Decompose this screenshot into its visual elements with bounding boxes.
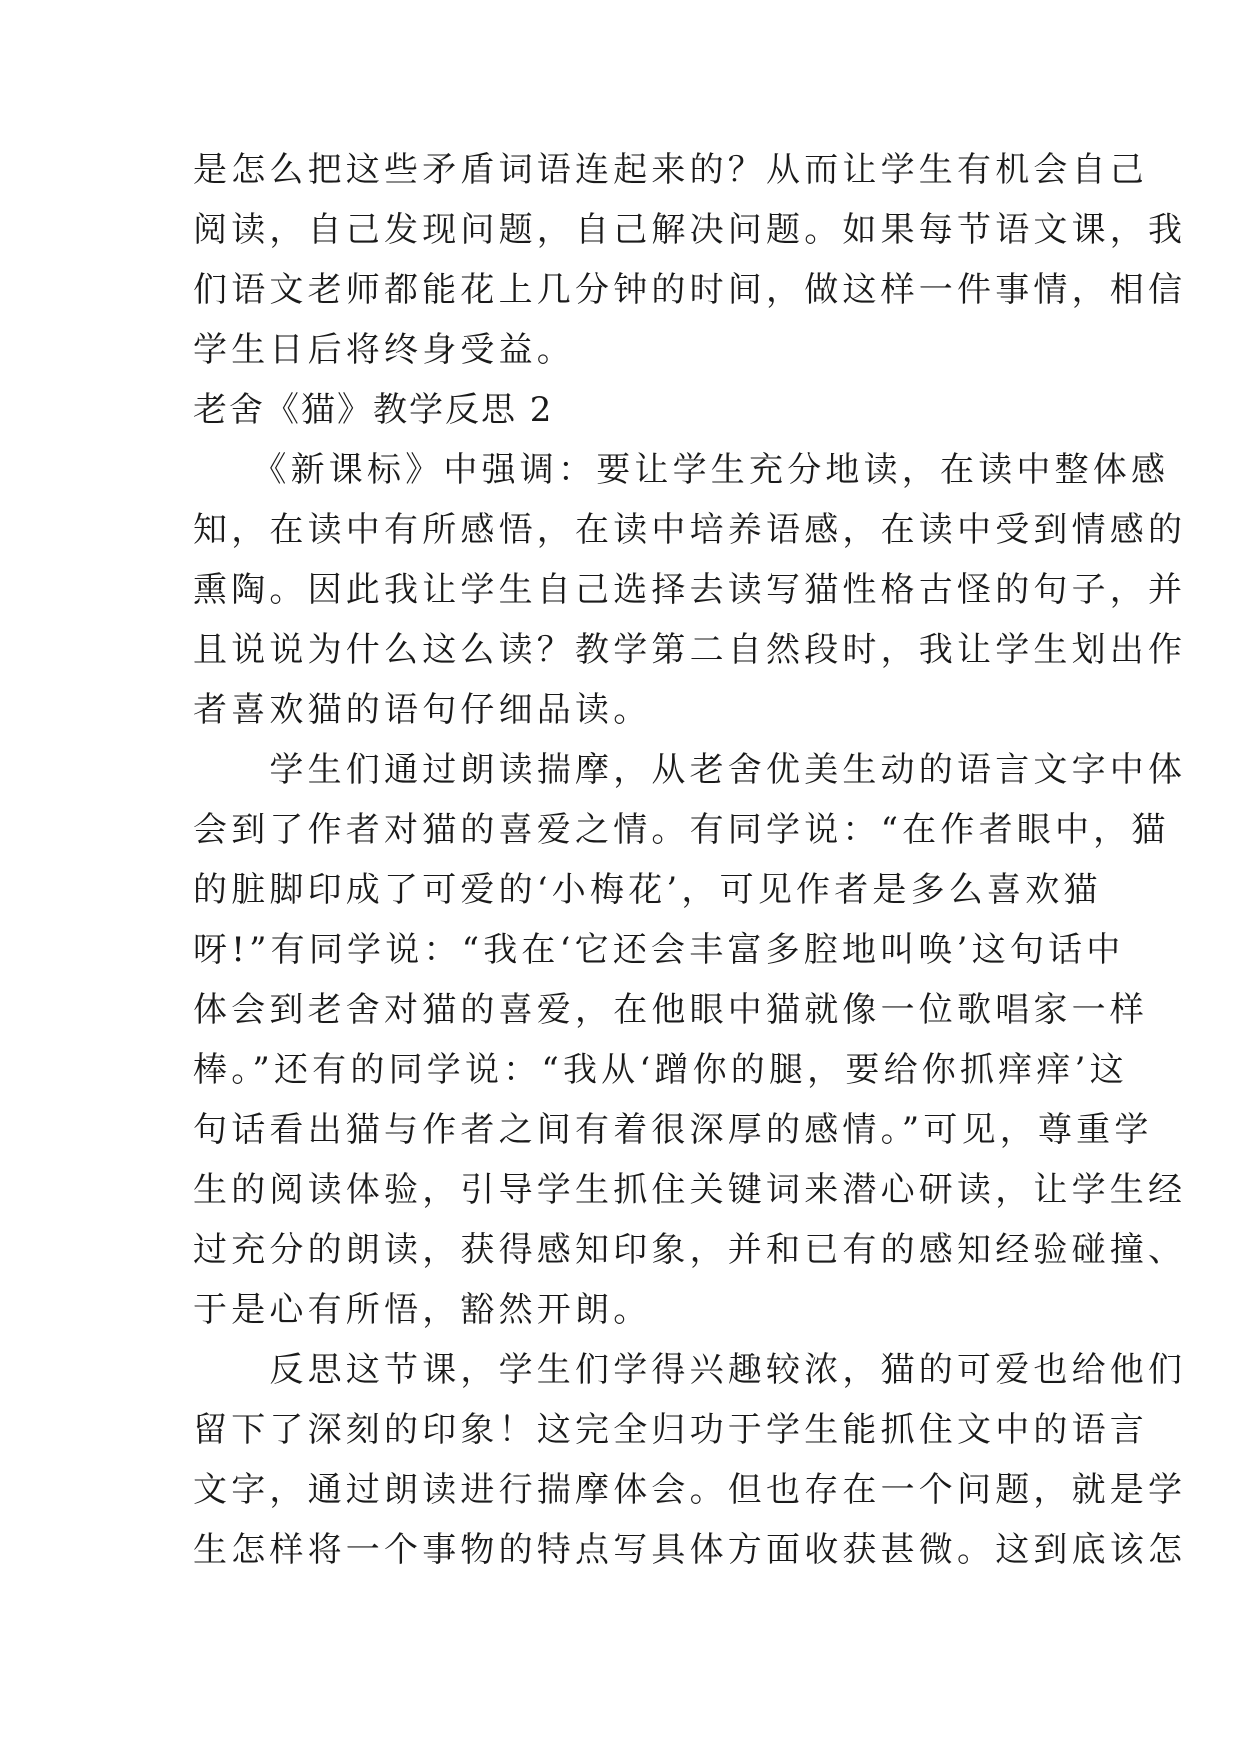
text-line: 熏陶。因此我让学生自己选择去读写猫性格古怪的句子，并 (193, 570, 1187, 610)
text-line: 者喜欢猫的语句仔细品读。 (193, 690, 652, 730)
text-line: 棒。”还有的同学说：“我从‘蹭你的腿，要给你抓痒痒’这 (193, 1050, 1128, 1090)
text-line: 是怎么把这些矛盾词语连起来的？从而让学生有机会自己 (193, 150, 1148, 190)
text-line: 于是心有所悟，豁然开朗。 (193, 1290, 652, 1330)
text-line: 阅读，自己发现问题，自己解决问题。如果每节语文课，我 (193, 210, 1187, 250)
text-line: 的脏脚印成了可爱的‘小梅花’，可见作者是多么喜欢猫 (193, 870, 1102, 910)
text-line: 会到了作者对猫的喜爱之情。有同学说：“在作者眼中，猫 (193, 810, 1170, 850)
text-line: 过充分的朗读，获得感知印象，并和已有的感知经验碰撞、 (193, 1230, 1187, 1270)
text-line: 学生们通过朗读揣摩，从老舍优美生动的语言文字中体 (193, 750, 1187, 790)
text-line: 文字，通过朗读进行揣摩体会。但也存在一个问题，就是学 (193, 1470, 1187, 1510)
text-line: 且说说为什么这么读？教学第二自然段时，我让学生划出作 (193, 630, 1187, 670)
text-line: 们语文老师都能花上几分钟的时间，做这样一件事情，相信 (193, 270, 1187, 310)
text-line: 学生日后将终身受益。 (193, 330, 575, 370)
text-line: 句话看出猫与作者之间有着很深厚的感情。”可见，尊重学 (193, 1110, 1153, 1150)
text-line: 知，在读中有所感悟，在读中培养语感，在读中受到情感的 (193, 510, 1187, 550)
text-line: 反思这节课，学生们学得兴趣较浓，猫的可爱也给他们 (193, 1350, 1187, 1390)
text-line: 《新课标》中强调：要让学生充分地读，在读中整体感 (193, 450, 1170, 490)
text-line: 生的阅读体验，引导学生抓住关键词来潜心研读，让学生经 (193, 1170, 1187, 1210)
section-heading: 老舍《猫》教学反思 2 (193, 390, 554, 430)
text-line: 留下了深刻的印象！这完全归功于学生能抓住文中的语言 (193, 1410, 1148, 1450)
text-line: 生怎样将一个事物的特点写具体方面收获甚微。这到底该怎 (193, 1530, 1187, 1570)
text-line: 呀!”有同学说：“我在‘它还会丰富多腔地叫唤’这句话中 (193, 930, 1125, 970)
text-line: 体会到老舍对猫的喜爱，在他眼中猫就像一位歌唱家一样 (193, 990, 1148, 1030)
